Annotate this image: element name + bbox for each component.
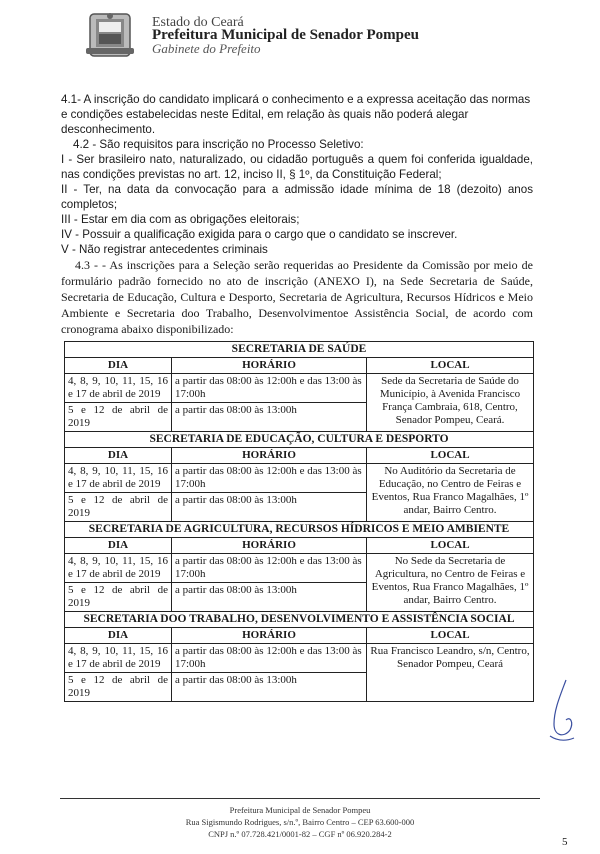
column-header-time: HORÁRIO xyxy=(172,448,367,464)
section-title-row xyxy=(65,612,534,628)
signature-mark xyxy=(540,676,576,746)
time-cell: a partir das 08:00 às 12:00h e das 13:00 às 17:00h xyxy=(172,464,367,493)
day-cell: 5 e 12 de abril de 2019 xyxy=(65,673,172,702)
time-cell: a partir das 08:00 às 13:00h xyxy=(172,583,367,612)
column-header-time: HORÁRIO xyxy=(172,628,367,644)
letterhead xyxy=(84,10,524,60)
column-header-day: DIA xyxy=(65,448,172,464)
column-header-time: HORÁRIO xyxy=(172,358,367,374)
column-header-day: DIA xyxy=(65,538,172,554)
page-number: 5 xyxy=(562,836,568,848)
column-header-place: LOCAL xyxy=(367,628,534,644)
section-title: SECRETARIA DE EDUCAÇÃO, CULTURA E DESPORTO xyxy=(65,432,534,448)
header-office: Gabinete do Prefeito xyxy=(152,41,261,56)
requirement-4: IV - Possuir a qualificação exigida para o cargo que o candidato se inscrever. xyxy=(61,228,458,241)
column-header-row xyxy=(65,358,534,374)
day-cell: 5 e 12 de abril de 2019 xyxy=(65,403,172,432)
column-header-day: DIA xyxy=(65,358,172,374)
requirement-2: II - Ter, na data da convocação para a admissão idade mínima de 18 (dezoito) anos completos; xyxy=(61,183,533,211)
day-cell: 4, 8, 9, 10, 11, 15, 16 e 17 de abril de 2019 xyxy=(65,374,172,403)
table-row xyxy=(65,644,534,673)
column-header-row xyxy=(65,628,534,644)
footer-line-1: Prefeitura Municipal de Senador Pompeu xyxy=(229,805,371,815)
table-row xyxy=(65,464,534,493)
day-cell: 4, 8, 9, 10, 11, 15, 16 e 17 de abril de 2019 xyxy=(65,554,172,583)
paragraph-4-1: 4.1- A inscrição do candidato implicará o conhecimento e a expressa aceitação das normas e condições estabelecidas neste Edital, em relação às quais não poderá alegar desconhecimento. xyxy=(61,93,531,136)
municipal-crest-icon xyxy=(84,10,136,60)
column-header-time: HORÁRIO xyxy=(172,538,367,554)
place-cell: Sede da Secretaria de Saúde do Município, à Avenida Francisco França Cambraia, 618, Centro, Senador Pompeu, Ceará. xyxy=(367,374,534,432)
paragraph-4-2: 4.2 - São requisitos para inscrição no Processo Seletivo: xyxy=(73,138,364,151)
document-body xyxy=(61,92,533,337)
time-cell: a partir das 08:00 às 12:00h e das 13:00 às 17:00h xyxy=(172,644,367,673)
registration-schedule-table xyxy=(64,341,534,702)
column-header-place: LOCAL xyxy=(367,538,534,554)
paragraph-4-3: 4.3 - - As inscrições para a Seleção serão requeridas ao Presidente da Comissão por meio de formulário padrão fornecido no ato de inscrição (ANEXO I), na Sede Secretaria de Saúde, Secretaria de Educação, Cultura e Desporto, Secretaria de Agricultura, Recursos Hídricos e Meio Ambiente e Secretaria doo Trabalho, Desenvolvimentoe Assistência Social, de acordo com cronograma abaixo disponibilizado: xyxy=(61,258,533,336)
day-cell: 4, 8, 9, 10, 11, 15, 16 e 17 de abril de 2019 xyxy=(65,464,172,493)
footer-line-2: Rua Sigismundo Rodrigues, s/n.º, Bairro Centro – CEP 63.600-000 xyxy=(185,817,415,827)
column-header-row xyxy=(65,448,534,464)
column-header-day: DIA xyxy=(65,628,172,644)
table-row xyxy=(65,374,534,403)
requirement-3: III - Estar em dia com as obrigações eleitorais; xyxy=(61,213,300,226)
header-prefecture: Prefeitura Municipal de Senador Pompeu xyxy=(152,27,419,43)
time-cell: a partir das 08:00 às 13:00h xyxy=(172,403,367,432)
column-header-place: LOCAL xyxy=(367,448,534,464)
header-state: Estado do Ceará xyxy=(152,15,244,30)
section-title-row xyxy=(65,342,534,358)
section-title: SECRETARIA DE SAÚDE xyxy=(65,342,534,358)
table-row xyxy=(65,554,534,583)
section-title: SECRETARIA DOO TRABALHO, DESENVOLVIMENTO E ASSISTÊNCIA SOCIAL xyxy=(65,612,534,628)
day-cell: 5 e 12 de abril de 2019 xyxy=(65,493,172,522)
column-header-place: LOCAL xyxy=(367,358,534,374)
section-title: SECRETARIA DE AGRICULTURA, RECURSOS HÍDRICOS E MEIO AMBIENTE xyxy=(65,522,534,538)
footer xyxy=(60,804,540,840)
day-cell: 5 e 12 de abril de 2019 xyxy=(65,583,172,612)
time-cell: a partir das 08:00 às 12:00h e das 13:00 às 17:00h xyxy=(172,554,367,583)
time-cell: a partir das 08:00 às 12:00h e das 13:00 às 17:00h xyxy=(172,374,367,403)
requirement-1: I - Ser brasileiro nato, naturalizado, ou cidadão português a quem foi conferida igualdade, nas condições previstas no art. 12, inciso II, § 1º, da Constituição Federal; xyxy=(61,153,533,181)
column-header-row xyxy=(65,538,534,554)
section-title-row xyxy=(65,522,534,538)
requirement-5: V - Não registrar antecedentes criminais xyxy=(61,243,268,256)
day-cell: 4, 8, 9, 10, 11, 15, 16 e 17 de abril de 2019 xyxy=(65,644,172,673)
footer-line-3: CNPJ n.º 07.728.421/0001-82 – CGF nº 06.920.284-2 xyxy=(208,829,392,839)
time-cell: a partir das 08:00 às 13:00h xyxy=(172,493,367,522)
section-title-row xyxy=(65,432,534,448)
place-cell: No Sede da Secretaria de Agricultura, no Centro de Feiras e Eventos, Rua Franco Magalhães, 1º andar, Bairro Centro. xyxy=(367,554,534,612)
time-cell: a partir das 08:00 às 13:00h xyxy=(172,673,367,702)
place-cell: No Auditório da Secretaria de Educação, no Centro de Feiras e Eventos, Rua Franco Magalhães, 1º andar, Bairro Centro. xyxy=(367,464,534,522)
place-cell: Rua Francisco Leandro, s/n, Centro, Senador Pompeu, Ceará xyxy=(367,644,534,702)
footer-divider xyxy=(60,798,540,799)
